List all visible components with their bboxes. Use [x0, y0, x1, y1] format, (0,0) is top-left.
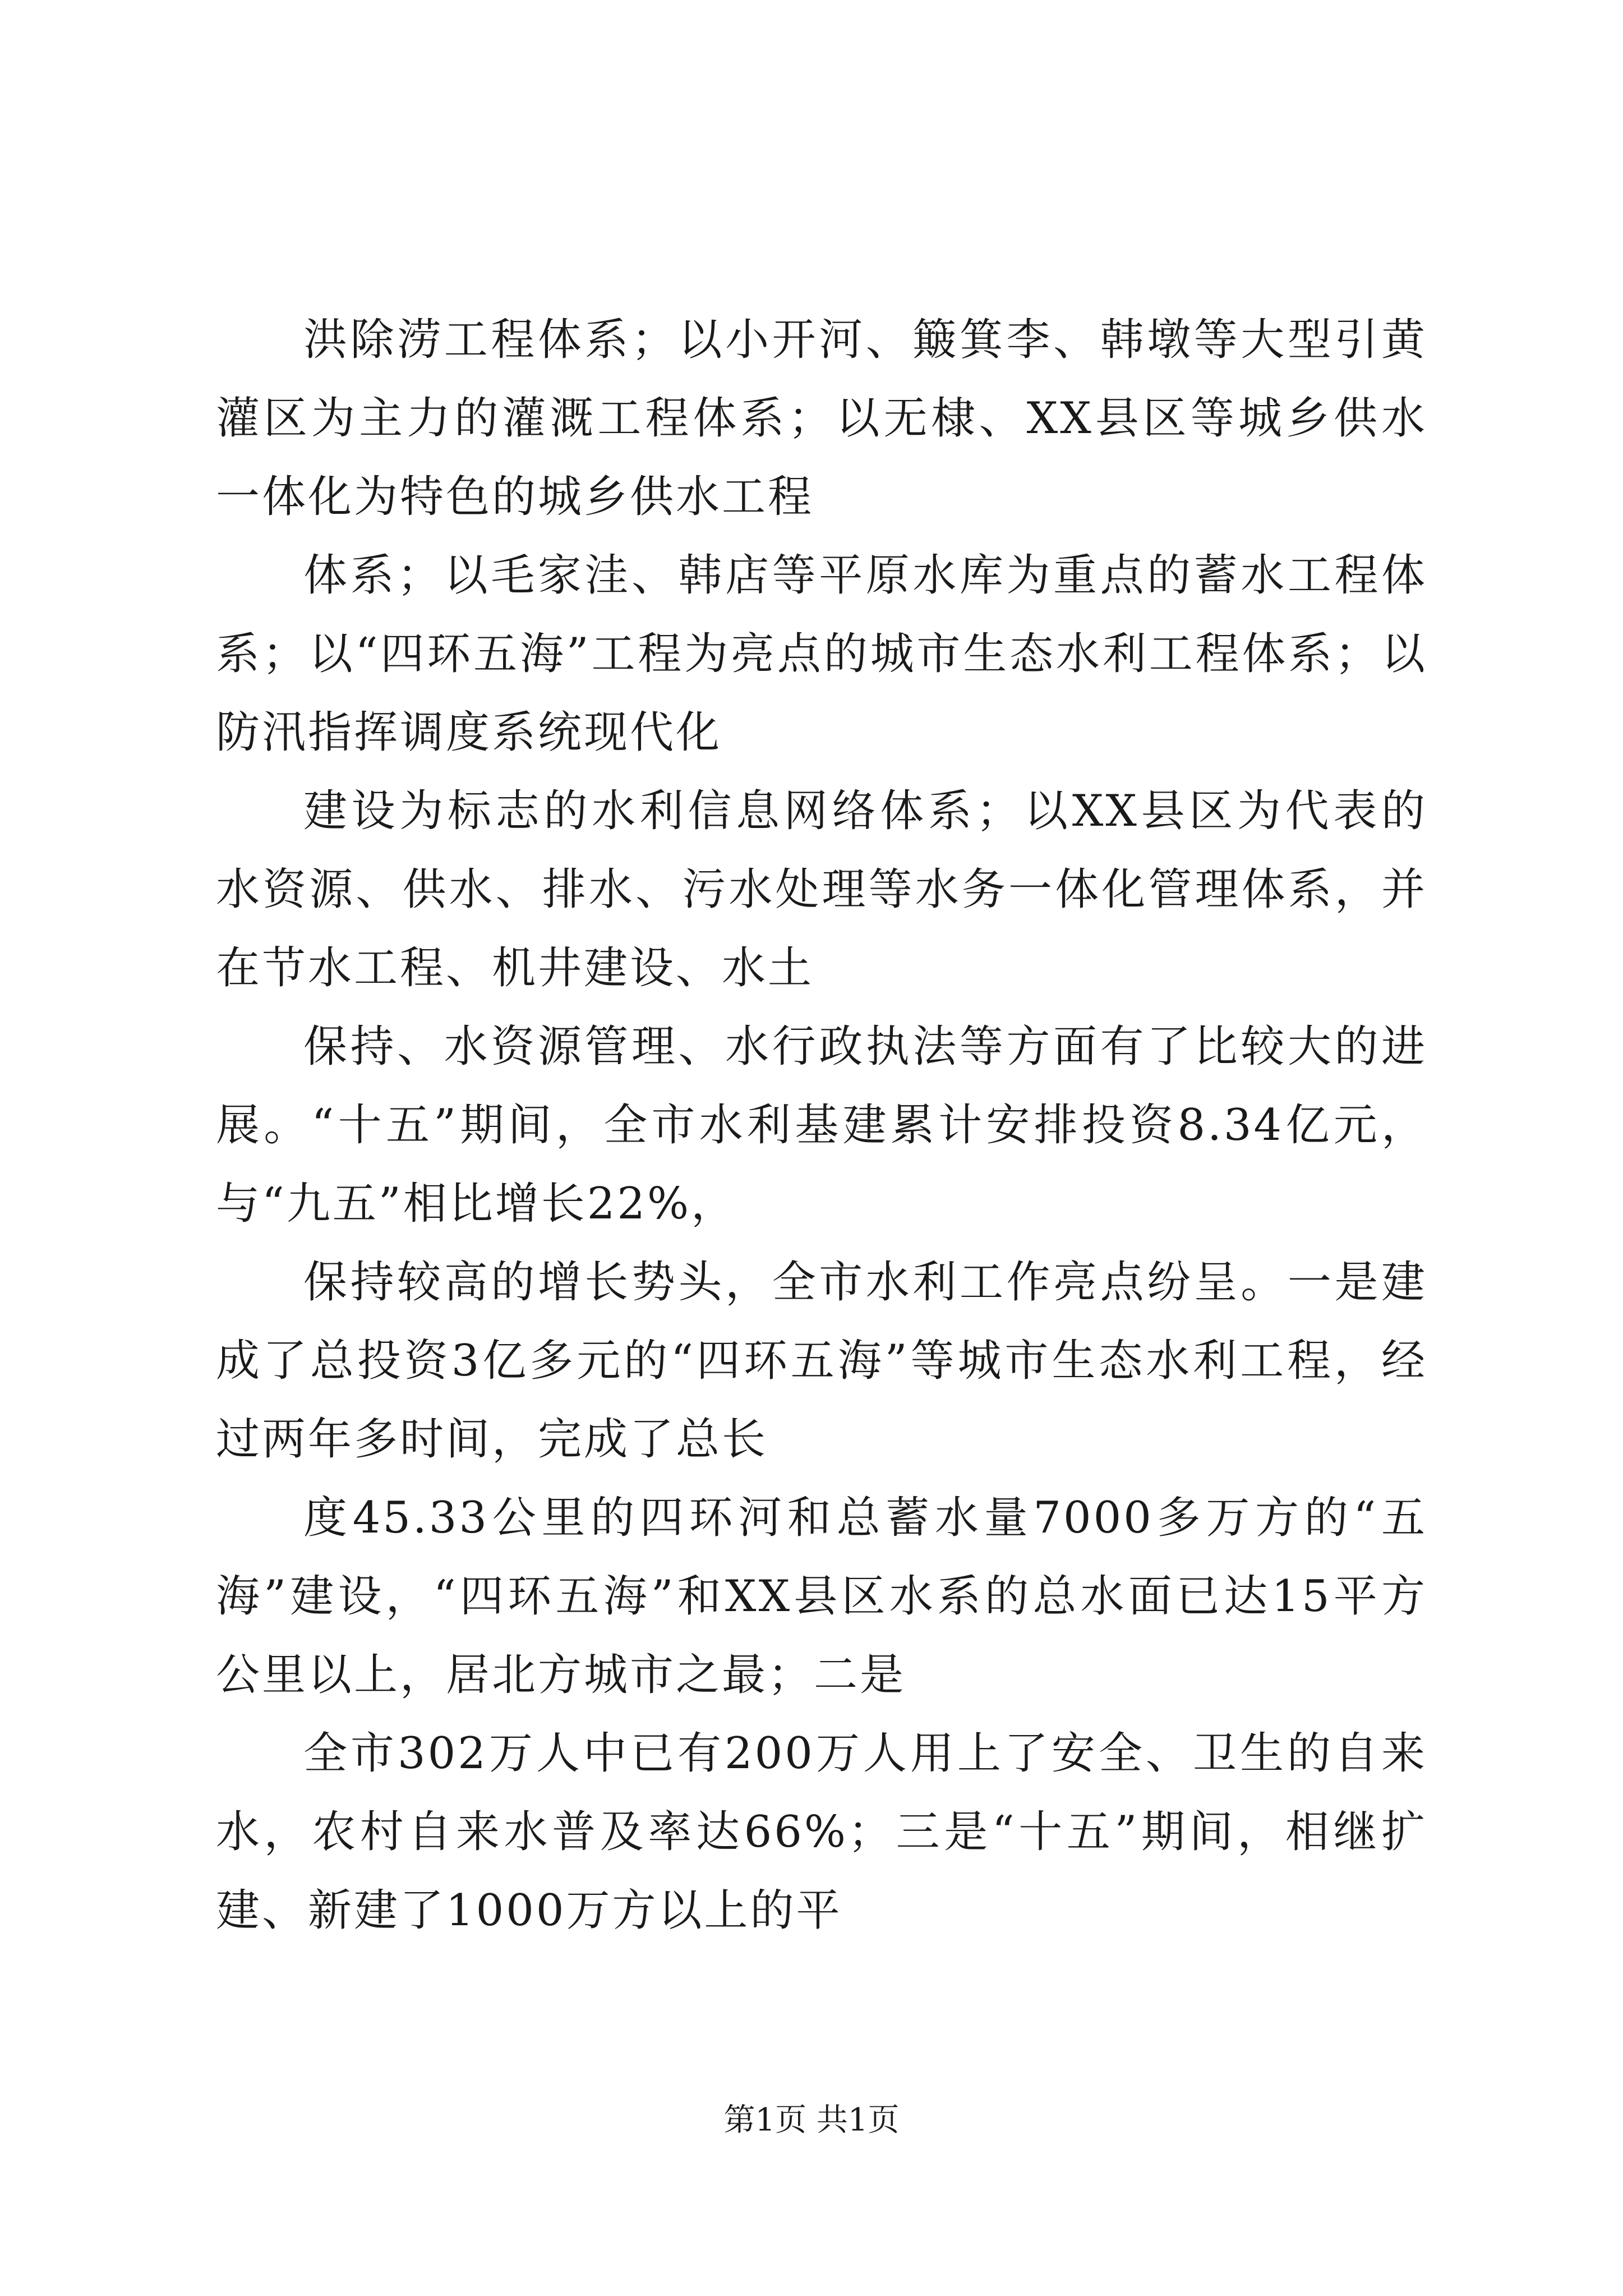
document-body [216, 301, 1427, 1950]
paragraph: 全市302万人中已有200万人用上了安全、卫生的自来水，农村自来水普及率达66%；三是“十五”期间，相继扩建、新建了1000万方以上的平 [216, 1728, 1427, 1936]
paragraph: 度45.33公里的四环河和总蓄水量7000多万方的“五海”建设，“四环五海”和XX县区水系的总水面已达15平方公里以上，居北方城市之最；二是 [216, 1493, 1427, 1700]
paragraph: 建设为标志的水利信息网络体系；以XX县区为代表的水资源、供水、排水、污水处理等水务一体化管理体系，并在节水工程、机井建设、水土 [216, 786, 1427, 993]
paragraph: 洪除涝工程体系；以小开河、簸箕李、韩墩等大型引黄灌区为主力的灌溉工程体系；以无棣、XX县区等城乡供水一体化为特色的城乡供水工程 [216, 315, 1427, 522]
page-footer: 第1页 共1页 [723, 2102, 900, 2138]
paragraph: 保持、水资源管理、水行政执法等方面有了比较大的进展。“十五”期间，全市水利基建累计安排投资8.34亿元，与“九五”相比增长22%， [216, 1022, 1427, 1229]
paragraph: 保持较高的增长势头，全市水利工作亮点纷呈。一是建成了总投资3亿多元的“四环五海”等城市生态水利工程，经过两年多时间，完成了总长 [216, 1257, 1427, 1465]
paragraph: 体系；以毛家洼、韩店等平原水库为重点的蓄水工程体系；以“四环五海”工程为亮点的城市生态水利工程体系；以防汛指挥调度系统现代化 [216, 550, 1427, 758]
